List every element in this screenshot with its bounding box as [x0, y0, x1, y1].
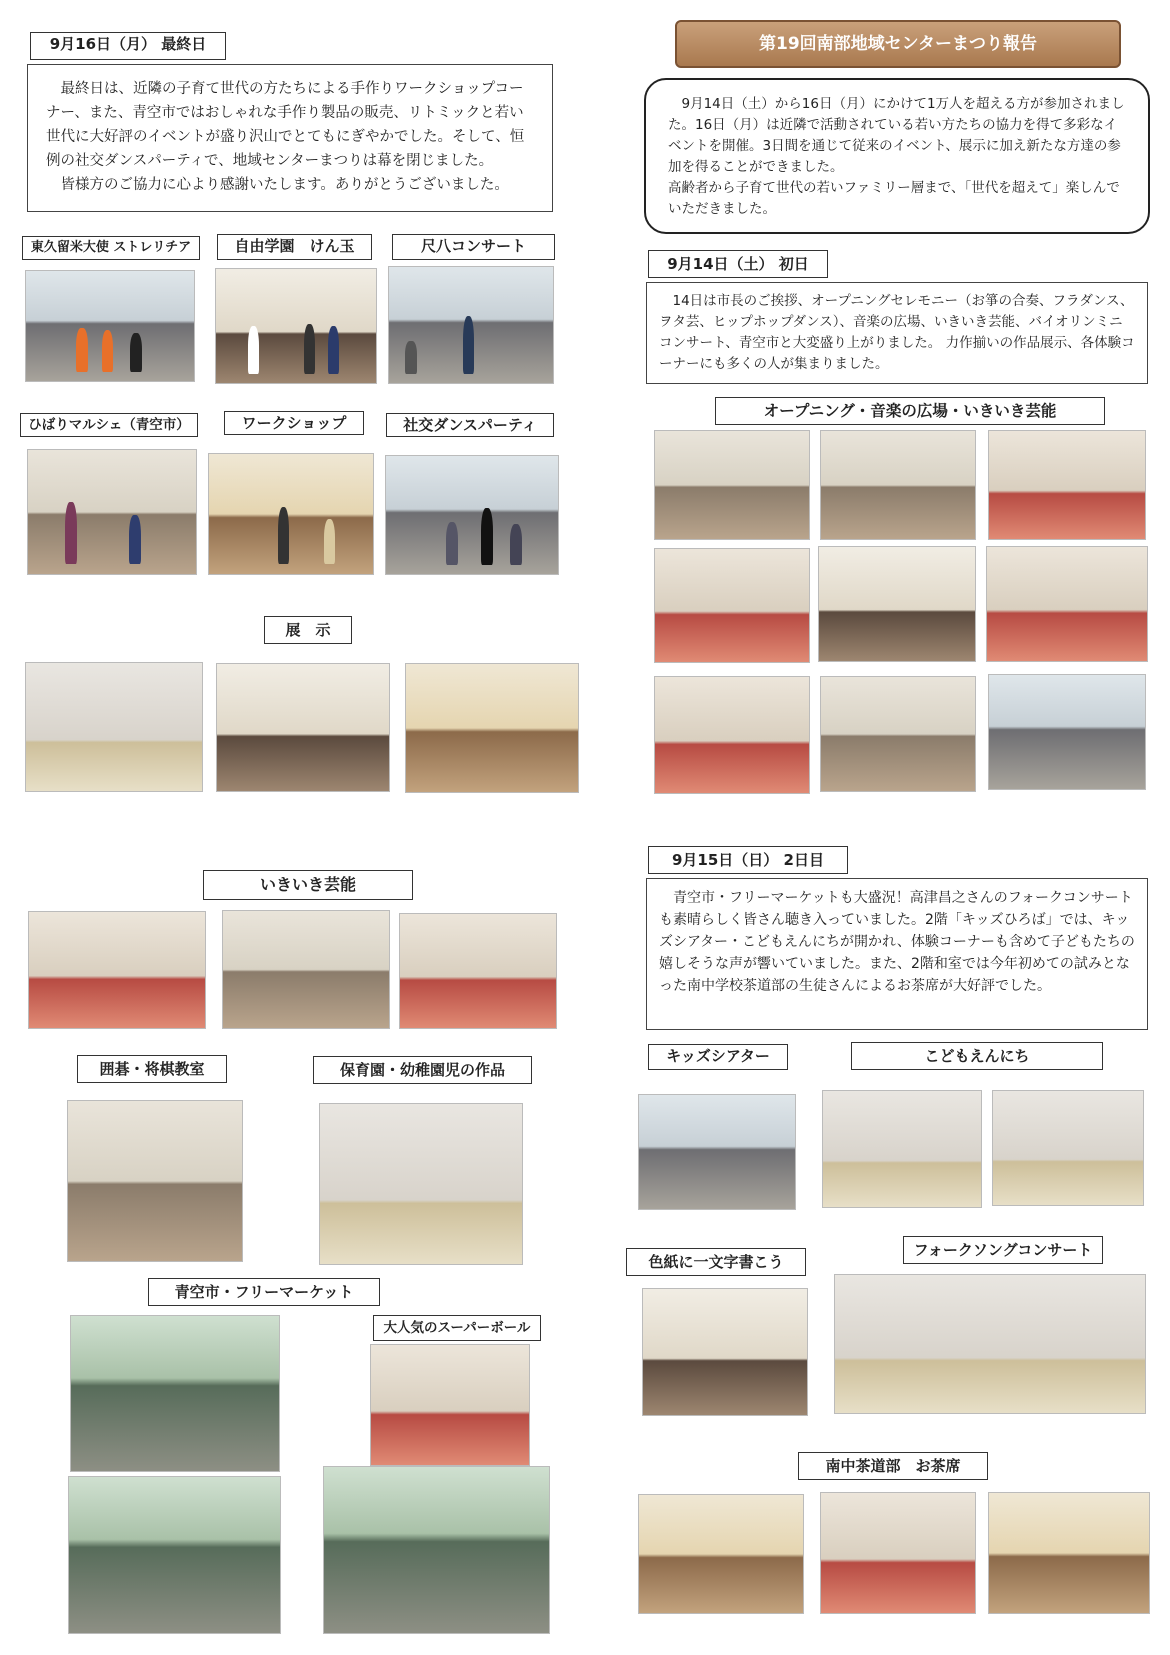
photo-superball-1	[370, 1344, 530, 1466]
photo-kodomo-ennichi-1	[822, 1090, 982, 1208]
label-superball: 大人気のスーパーボール	[373, 1315, 541, 1341]
label-kodomo-ennichi: こどもえんにち	[851, 1042, 1103, 1070]
label-strelitzia: 東久留米大使 ストレリチア	[22, 236, 200, 260]
photo-ikiiki-1	[28, 911, 206, 1029]
photo-exhibit-1	[25, 662, 203, 792]
photo-exhibit-3	[405, 663, 579, 793]
photo-kodomo-ennichi-2	[992, 1090, 1144, 1206]
label-nursery: 保育園・幼稚園児の作品	[313, 1056, 532, 1084]
photo-strelitzia	[25, 270, 195, 382]
label-exhibit: 展 示	[264, 616, 352, 644]
label-ikiiki: いきいき芸能	[203, 870, 413, 900]
label-kids-theater: キッズシアター	[648, 1044, 788, 1070]
label-shikishi: 色紙に一文字書こう	[626, 1248, 806, 1276]
photo-superball-2	[323, 1466, 550, 1634]
photo-igo	[67, 1100, 243, 1262]
label-igo: 囲碁・将棋教室	[77, 1055, 227, 1083]
label-flea: 青空市・フリーマーケット	[148, 1278, 380, 1306]
photo-ikiiki-2	[222, 910, 390, 1029]
photo-nursery	[319, 1103, 523, 1265]
label-hibari: ひばりマルシェ（青空市）	[20, 413, 198, 437]
label-sado: 南中茶道部 お茶席	[798, 1452, 988, 1480]
photo-opening-6	[986, 546, 1148, 662]
photo-opening-9	[988, 674, 1146, 790]
photo-folk	[834, 1274, 1146, 1414]
label-shakuhachi: 尺八コンサート	[392, 234, 555, 260]
photo-exhibit-2	[216, 663, 390, 792]
label-dance: 社交ダンスパーティ	[386, 413, 554, 437]
photo-shakuhachi	[388, 266, 554, 384]
photo-opening-7	[654, 676, 810, 794]
photo-sado-1	[638, 1494, 804, 1614]
photo-opening-2	[820, 430, 976, 540]
label-kendama: 自由学園 けん玉	[217, 234, 372, 260]
photo-sado-3	[988, 1492, 1150, 1614]
photo-kids-theater	[638, 1094, 796, 1210]
day1-body: 14日は市長のご挨拶、オープニングセレモニー（お箏の合奏、フラダンス、ヲタ芸、ヒップホップダンス）、音楽の広場、いきいき芸能、バイオリンミニコンサート、青空市と大変盛り上がりました。 力作揃いの作品展示、各体験コーナーにも多くの人が集まりました。	[646, 282, 1148, 384]
report-banner: 第19回南部地域センターまつり報告	[675, 20, 1121, 68]
day2-body: 青空市・フリーマーケットも大盛況！高津昌之さんのフォークコンサートも素晴らしく皆さん聴き入っていました。2階「キッズひろば」では、キッズシアター・こどもえんにちが開かれ、体験コーナーも含めて子どもたちの嬉しそうな声が響いていました。また、2階和室では今年初めての試みとなった南中学校茶道部の生徒さんによるお茶席が大好評でした。	[646, 878, 1148, 1030]
photo-opening-8	[820, 676, 976, 792]
photo-flea-2	[68, 1476, 281, 1634]
photo-opening-1	[654, 430, 810, 540]
day3-body: 最終日は、近隣の子育て世代の方たちによる手作りワークショップコーナー、また、青空市ではおしゃれな手作り製品の販売、リトミックと若い世代に大好評のイベントが盛り沢山でとてもにぎやかでした。そして、恒例の社交ダンスパーティで、地域センターまつりは幕を閉じました。 皆様方のご協力に心より感謝いたします。ありがとうございました。	[27, 64, 553, 212]
intro-text: 9月14日（土）から16日（月）にかけて1万人を超える方が参加されました。16日（月）は近隣で活動されている若い方たちの協力を得て多彩なイベントを開催。3日間を通じて従来のイベント、展示に加え新たな方達の参加を得ることができました。 高齢者から子育て世代の若いファミリー層まで、「世代を超えて」楽しんでいただきました。	[644, 78, 1150, 234]
label-opening: オープニング・音楽の広場・いきいき芸能	[715, 397, 1105, 425]
label-folk: フォークソングコンサート	[903, 1236, 1103, 1264]
photo-opening-3	[988, 430, 1146, 540]
photo-workshop	[208, 453, 374, 575]
photo-kendama	[215, 268, 377, 384]
day3-heading: 9月16日（月） 最終日	[30, 32, 226, 60]
photo-flea-1	[70, 1315, 280, 1472]
day1-heading: 9月14日（土） 初日	[648, 250, 828, 278]
photo-sado-2	[820, 1492, 976, 1614]
photo-hibari	[27, 449, 197, 575]
photo-opening-4	[654, 548, 810, 663]
photo-dance	[385, 455, 559, 575]
photo-ikiiki-3	[399, 913, 557, 1029]
label-workshop: ワークショップ	[224, 411, 364, 435]
photo-opening-5	[818, 546, 976, 662]
photo-shikishi	[642, 1288, 808, 1416]
day2-heading: 9月15日（日） 2日目	[648, 846, 848, 874]
